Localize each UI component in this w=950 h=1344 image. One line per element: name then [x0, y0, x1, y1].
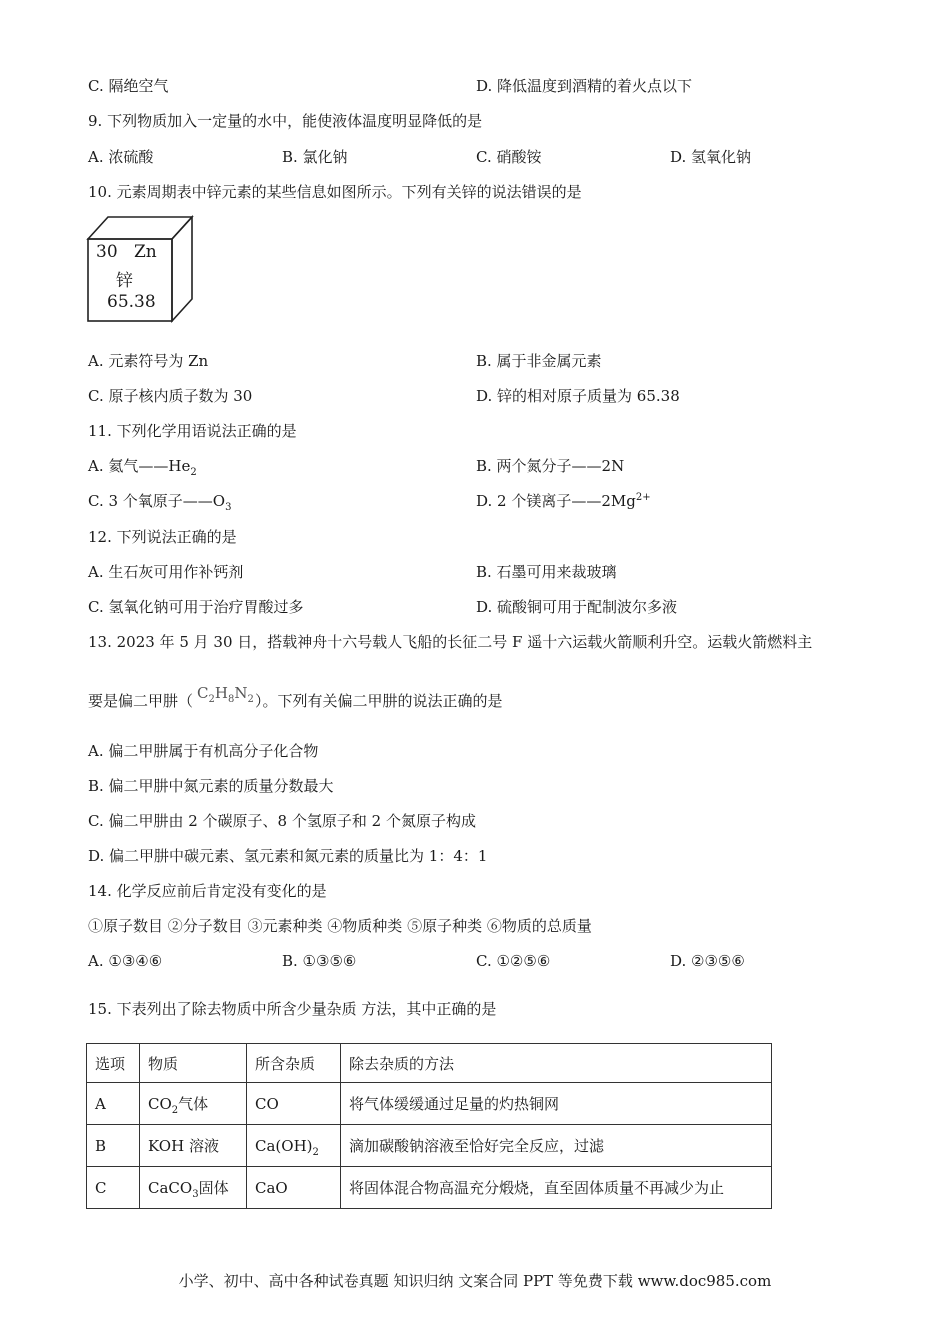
- table-cell-method: 滴加碳酸钠溶液至恰好完全反应，过滤: [341, 1125, 772, 1167]
- q11-option-c: C. 3 个氧原子$——O_3$: [88, 492, 232, 513]
- q13-stem-line1: 13. 2023 年 5 月 30 日，搭载神舟十六号载人飞船的长征二号 F 遥十六运载火箭顺利升空。运载火箭燃料主: [88, 633, 813, 651]
- table-header-cell: 物质: [140, 1044, 247, 1083]
- q9-option-a: A. 浓硫酸: [88, 148, 154, 166]
- q10-option-d: D. 锌的相对原子质量为 65.38: [476, 387, 680, 405]
- q13-option-a: A. 偏二甲肼属于有机高分子化合物: [88, 742, 319, 760]
- udmh-formula: $C_2H_8N_2$: [197, 684, 254, 705]
- table-row: [87, 1167, 772, 1209]
- table-row: [87, 1125, 772, 1167]
- element-mass: 65.38: [107, 292, 156, 312]
- table-cell-impurity: $Ca(OH)_2$: [247, 1125, 341, 1167]
- impurity-table: [86, 1043, 772, 1209]
- q11-option-d: D. 2 个镁离子$——2Mg^{2+}$: [476, 492, 651, 510]
- q9-option-c: C. 硝酸铵: [476, 148, 542, 166]
- q14-stem: 14. 化学反应前后肯定没有变化的是: [88, 882, 327, 900]
- q12-option-c: C. 氢氧化钠可用于治疗胃酸过多: [88, 598, 304, 616]
- table-cell-substance: KOH 溶液: [140, 1125, 247, 1167]
- zinc-element-cube: [86, 215, 196, 323]
- table-cell-substance: $CO_2$气体: [140, 1083, 247, 1125]
- q14-option-a: A. ①③④⑥: [88, 952, 163, 970]
- q11-option-a: A. 氦气$——He_2$: [88, 457, 197, 478]
- q12-option-b: B. 石墨可用来裁玻璃: [476, 563, 617, 581]
- table-cell-impurity: CO: [247, 1083, 341, 1125]
- table-cell-method: 将固体混合物高温充分煅烧，直至固体质量不再减少为止: [341, 1167, 772, 1209]
- q9-option-b: B. 氯化钠: [282, 148, 348, 166]
- q15-stem: 15. 下表列出了除去物质中所含少量杂质 方法，其中正确的是: [88, 1000, 497, 1018]
- q12-option-a: A. 生石灰可用作补钙剂: [88, 563, 244, 581]
- element-name: 锌: [116, 271, 133, 291]
- q13-option-c: C. 偏二甲肼由 2 个碳原子、8 个氢原子和 2 个氮原子构成: [88, 812, 476, 830]
- q12-option-d: D. 硫酸铜可用于配制波尔多液: [476, 598, 678, 616]
- table-cell-option: B: [87, 1125, 140, 1167]
- element-symbol: Zn: [134, 242, 157, 262]
- q13-option-b: B. 偏二甲肼中氮元素的质量分数最大: [88, 777, 334, 795]
- page-footer: 小学、初中、高中各种试卷真题 知识归纳 文案合同 PPT 等免费下载 www.doc985.com: [178, 1272, 772, 1290]
- q9-stem: 9. 下列物质加入一定量的水中，能使液体温度明显降低的是: [88, 112, 483, 130]
- q9-option-d: D. 氢氧化钠: [670, 148, 752, 166]
- q11-option-b: B. 两个氮分子——2N: [476, 457, 625, 475]
- table-header-cell: 所含杂质: [247, 1044, 341, 1083]
- q14-option-d: D. ②③⑤⑥: [670, 952, 745, 970]
- q11-stem: 11. 下列化学用语说法正确的是: [88, 422, 297, 440]
- q10-option-c: C. 原子核内质子数为 30: [88, 387, 253, 405]
- q13-option-d: D. 偏二甲肼中碳元素、氢元素和氮元素的质量比为 1：4：1: [88, 847, 488, 865]
- q14-option-c: C. ①②⑤⑥: [476, 952, 551, 970]
- table-header-cell: 选项: [87, 1044, 140, 1083]
- table-header-cell: 除去杂质的方法: [341, 1044, 772, 1083]
- q8-option-d: D. 降低温度到酒精的着火点以下: [476, 77, 693, 95]
- table-cell-impurity: CaO: [247, 1167, 341, 1209]
- q8-option-c: C. 隔绝空气: [88, 77, 169, 95]
- table-cell-substance: CaCO$_3$固体: [140, 1167, 247, 1209]
- q10-stem: 10. 元素周期表中锌元素的某些信息如图所示。下列有关锌的说法错误的是: [88, 183, 582, 201]
- q14-option-b: B. ①③⑤⑥: [282, 952, 357, 970]
- table-header-row: [87, 1044, 772, 1083]
- table-cell-option: A: [87, 1083, 140, 1125]
- element-atomic-number: 30: [96, 242, 118, 262]
- table-cell-method: 将气体缓缓通过足量的灼热铜网: [341, 1083, 772, 1125]
- table-row: [87, 1083, 772, 1125]
- q14-items: ①原子数目 ②分子数目 ③元素种类 ④物质种类 ⑤原子种类 ⑥物质的总质量: [88, 917, 592, 935]
- q13-stem-line2: 要是偏二甲肼（ $C_2H_8N_2$ ）。下列有关偏二甲肼的说法正确的是: [88, 682, 503, 724]
- q10-option-b: B. 属于非金属元素: [476, 352, 602, 370]
- table-cell-option: C: [87, 1167, 140, 1209]
- q12-stem: 12. 下列说法正确的是: [88, 528, 237, 546]
- q10-option-a: A. 元素符号为 Zn: [88, 352, 209, 370]
